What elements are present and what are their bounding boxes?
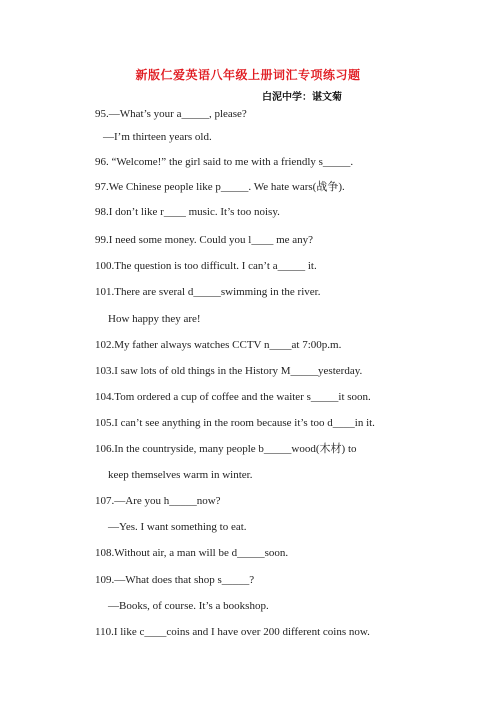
question-103-line: 103.I saw lots of old things in the History M_____yesterday. bbox=[95, 365, 363, 377]
question-95-line: 95.—What’s your a_____, please? bbox=[95, 108, 247, 120]
answer-95-line: —I’m thirteen years old. bbox=[103, 131, 212, 143]
question-108-line: 108.Without air, a man will be d_____soon. bbox=[95, 547, 289, 559]
question-102-line: 102.My father always watches CCTV n____at 7:00p.m. bbox=[95, 339, 342, 351]
question-97-line: 97.We Chinese people like p_____. We hate wars(战争). bbox=[95, 181, 345, 193]
answer-107-line: —Yes. I want something to eat. bbox=[108, 521, 247, 533]
question-104-line: 104.Tom ordered a cup of coffee and the waiter s_____it soon. bbox=[95, 391, 371, 403]
question-110-line: 110.I like c____coins and I have over 200 different coins now. bbox=[95, 626, 370, 638]
author-line: 白泥中学：谌文菊 bbox=[262, 92, 342, 103]
answer-109-line: —Books, of course. It’s a bookshop. bbox=[108, 600, 269, 612]
question-106-continuation: keep themselves warm in winter. bbox=[108, 469, 253, 481]
question-107-line: 107.—Are you h_____now? bbox=[95, 495, 221, 507]
page-title: 新版仁爱英语八年级上册词汇专项练习题 bbox=[135, 68, 361, 82]
question-98-line: 98.I don’t like r____ music. It’s too noisy. bbox=[95, 206, 280, 218]
question-105-line: 105.I can’t see anything in the room because it’s too d____in it. bbox=[95, 417, 375, 429]
question-100-line: 100.The question is too difficult. I can’t a_____ it. bbox=[95, 260, 317, 272]
question-96-line: 96. “Welcome!” the girl said to me with a friendly s_____. bbox=[95, 156, 354, 168]
question-99-line: 99.I need some money. Could you l____ me any? bbox=[95, 234, 314, 246]
question-101-line: 101.There are sveral d_____swimming in the river. bbox=[95, 286, 321, 298]
question-109-line: 109.—What does that shop s_____? bbox=[95, 574, 255, 586]
question-106-line: 106.In the countryside, many people b_____wood(木材) to bbox=[95, 443, 357, 455]
question-101-continuation: How happy they are! bbox=[108, 313, 201, 325]
